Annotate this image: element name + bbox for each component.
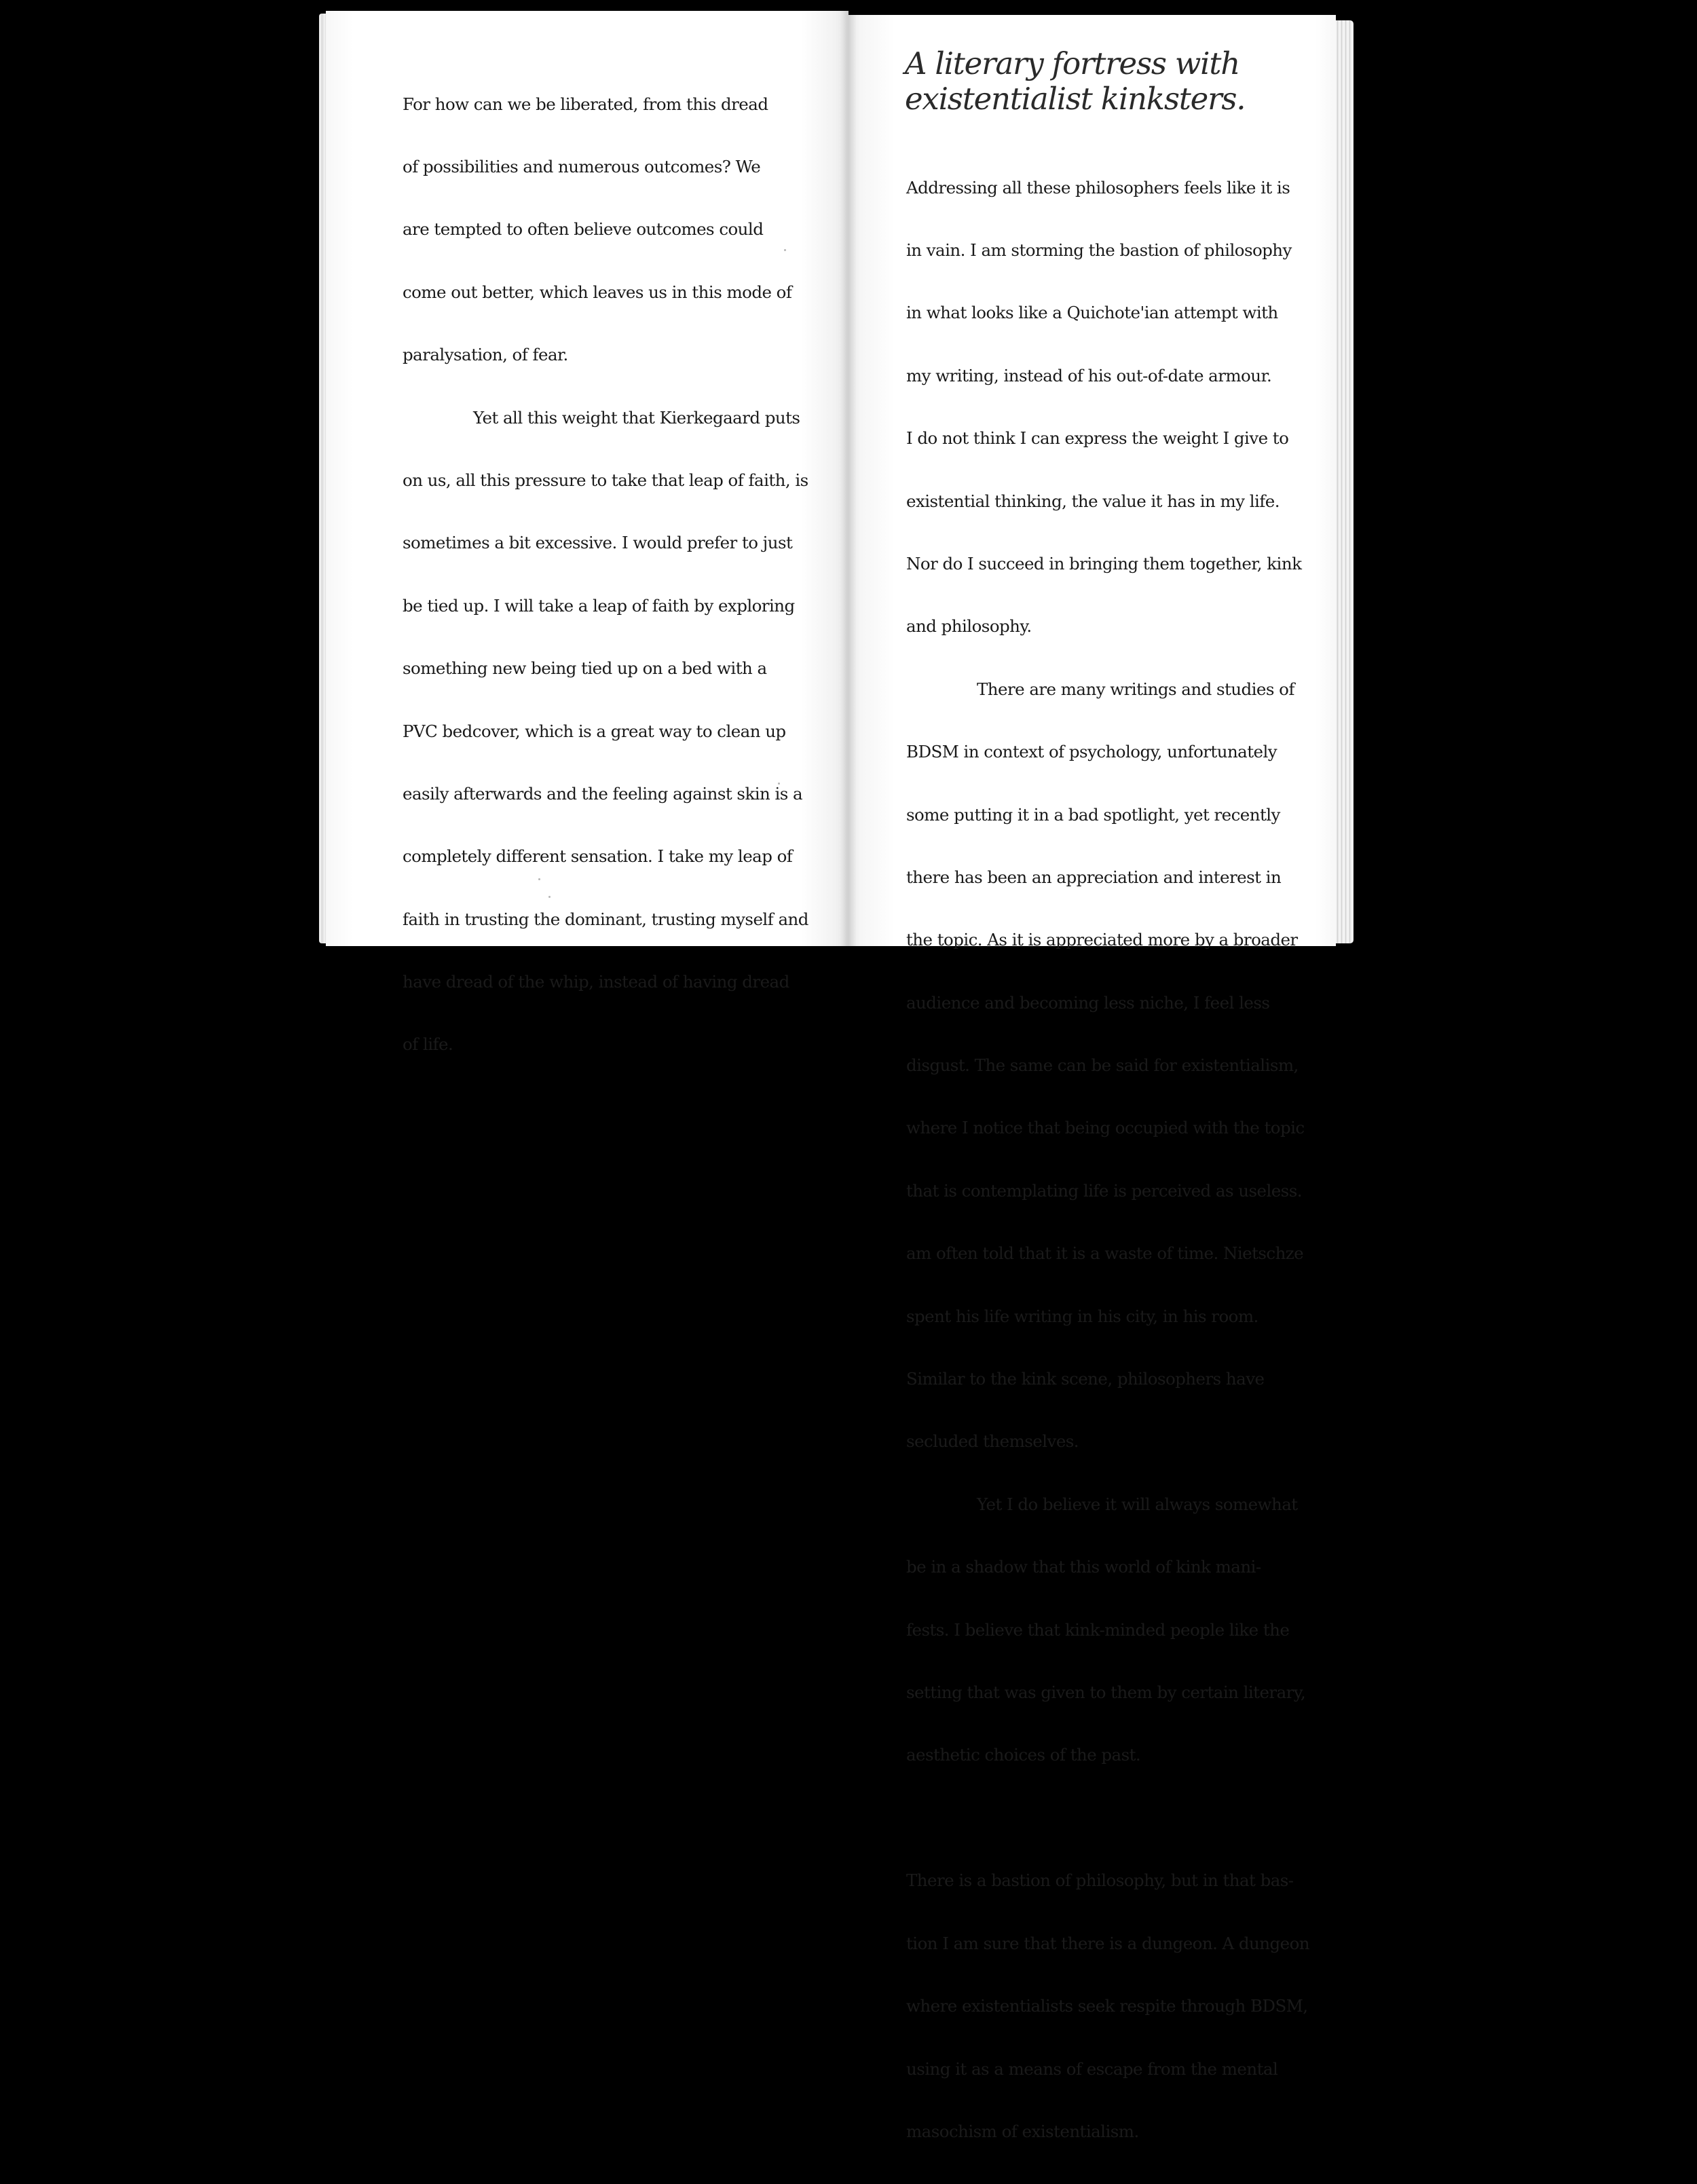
text-line: PVC bedcover, which is a great way to clean up xyxy=(403,721,786,741)
text-line: audience and becoming less niche, I feel less xyxy=(906,992,1270,1013)
text-line: Similar to the kink scene, philosophers have xyxy=(906,1369,1265,1389)
text-line: disgust. The same can be said for existentialism, xyxy=(906,1055,1299,1076)
text-line: be tied up. I will take a leap of faith by exploring xyxy=(403,595,795,616)
text-line: where existentialists seek respite through BDSM, xyxy=(906,1996,1308,2016)
text-line: fests. I believe that kink-minded people like the xyxy=(906,1619,1290,1640)
text-line: using it as a means of escape from the mental xyxy=(906,2058,1278,2079)
text-line: faith in trusting the dominant, trusting myself and xyxy=(403,909,808,929)
text-line: are tempted to often believe outcomes could xyxy=(403,219,764,240)
text-line: BDSM in context of psychology, unfortunately xyxy=(906,742,1278,762)
text-line: my writing, instead of his out-of-date armour. xyxy=(906,365,1272,385)
text-line-indented: There are many writings and studies of xyxy=(977,679,1294,699)
right-page-body xyxy=(906,136,1310,2184)
text-line: paralysation, of fear. xyxy=(403,345,568,365)
book-spine xyxy=(840,11,857,946)
text-line-indented: Yet all this weight that Kierkegaard puts xyxy=(473,407,800,428)
text-line: in what looks like a Quichote'ian attempt with xyxy=(906,303,1278,323)
text-line: be in a shadow that this world of kink mani- xyxy=(906,1557,1261,1577)
text-line: masochism of existentialism. xyxy=(906,2121,1139,2141)
text-line: have dread of the whip, instead of having dread xyxy=(403,972,789,992)
text-line: spent his life writing in his city, in his room. xyxy=(906,1306,1258,1326)
text-line: on us, all this pressure to take that leap of faith, is xyxy=(403,470,808,490)
heading-line: A literary fortress with xyxy=(905,45,1240,81)
text-line: of possibilities and numerous outcomes? We xyxy=(403,156,761,176)
text-line: setting that was given to them by certain literary, xyxy=(906,1682,1306,1702)
text-line: some putting it in a bad spotlight, yet recently xyxy=(906,804,1280,825)
text-line: of life. xyxy=(403,1034,453,1055)
text-line: tion I am sure that there is a dungeon. A dungeon xyxy=(906,1933,1310,1953)
text-line: Nor do I succeed in bringing them together, kink xyxy=(906,553,1302,573)
text-line: and philosophy. xyxy=(906,616,1032,637)
heading-line: existentialist kinksters. xyxy=(905,81,1246,117)
text-line: easily afterwards and the feeling against skin is a xyxy=(403,783,803,804)
chapter-heading xyxy=(905,46,1245,117)
paragraph-gap xyxy=(906,1808,1307,1829)
text-line: aesthetic choices of the past. xyxy=(906,1745,1141,1765)
text-line: in vain. I am storming the bastion of philosophy xyxy=(906,240,1292,260)
text-line: that is contemplating life is perceived as useless. xyxy=(906,1180,1302,1201)
left-page-body xyxy=(403,52,810,1097)
text-line: existential thinking, the value it has in my life. xyxy=(906,491,1280,511)
text-line: There is a bastion of philosophy, but in that bas- xyxy=(906,1870,1294,1891)
text-line: I do not think I can express the weight I give to xyxy=(906,428,1289,449)
text-line: come out better, which leaves us in this mode of xyxy=(403,282,792,302)
text-line: For how can we be liberated, from this dread xyxy=(403,94,768,114)
text-line: the topic. As it is appreciated more by a broader xyxy=(906,930,1298,950)
text-line: where I notice that being occupied with the topic xyxy=(906,1118,1305,1138)
text-line: am often told that it is a waste of time. Nietschze xyxy=(906,1243,1304,1264)
text-line: sometimes a bit excessive. I would prefer to just xyxy=(403,533,793,553)
text-line: secluded themselves. xyxy=(906,1431,1079,1452)
text-line: completely different sensation. I take my leap of xyxy=(403,846,793,867)
text-line: there has been an appreciation and interest in xyxy=(906,867,1282,887)
text-line: something new being tied up on a bed with a xyxy=(403,658,767,679)
text-line: Addressing all these philosophers feels like it is xyxy=(906,177,1290,197)
text-line-indented: Yet I do believe it will always somewhat xyxy=(977,1494,1298,1514)
